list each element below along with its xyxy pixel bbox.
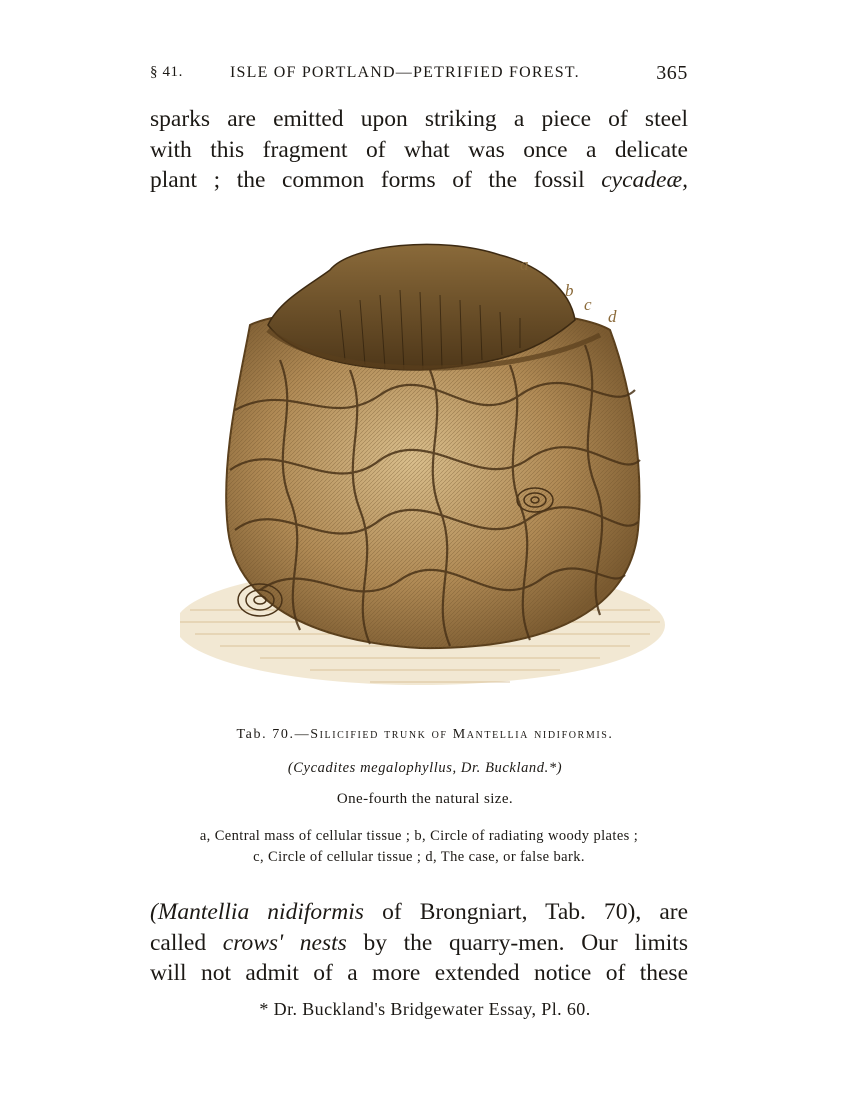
text-span: called <box>150 929 223 956</box>
page-number: 365 <box>656 62 688 84</box>
label-d: d <box>608 307 617 326</box>
text-span: of Brongniart, Tab. 70), are <box>363 899 689 925</box>
footnote: * Dr. Buckland's Bridgewater Essay, Pl. 60. <box>259 999 591 1019</box>
text-line: with this fragment of what was once a delicate <box>150 136 688 163</box>
text-line: will not admit of a more extended notice of these <box>150 960 688 986</box>
text-span: by the quarry-men. Our limits <box>346 929 688 956</box>
section-number: § 41. <box>150 64 183 80</box>
label-c: c <box>584 295 592 314</box>
italic-term: cycadeæ, <box>601 167 688 193</box>
running-title: ISLE OF PORTLAND—PETRIFIED FOREST. <box>230 64 580 81</box>
text-span: plant ; the common forms of the fossil <box>150 167 602 193</box>
figure-scale-note: One-fourth the natural size. <box>336 791 514 807</box>
text-line <box>150 897 688 928</box>
text-line <box>150 928 688 959</box>
text-line: sparks are emitted upon striking a piece of steel <box>150 106 688 132</box>
figure-legend <box>150 826 688 868</box>
legend-line: c, Circle of cellular tissue ; d, The case, or false bark. <box>253 849 585 865</box>
label-a: a <box>520 255 529 274</box>
label-b: b <box>565 281 574 300</box>
figure-caption-title <box>0 727 850 743</box>
fossil-trunk-illustration <box>180 230 670 710</box>
running-header <box>150 62 688 90</box>
bottom-paragraph <box>150 897 688 989</box>
text-line <box>150 165 688 196</box>
tab-number: Tab. 70.— <box>236 727 311 742</box>
top-paragraph <box>150 104 688 196</box>
fossil-engraving <box>180 230 670 710</box>
legend-line: a, Central mass of cellular tissue ; b, Circle of radiating woody plates ; <box>199 828 639 844</box>
figure-caption-synonym: (Cycadites megalophyllus, Dr. Buckland.*) <box>287 760 563 776</box>
italic-term: crows' nests <box>222 929 347 956</box>
italic-term: (Mantellia nidiformis <box>150 899 364 925</box>
caption-text: Silicified trunk of Mantellia nidiformis. <box>310 727 614 742</box>
